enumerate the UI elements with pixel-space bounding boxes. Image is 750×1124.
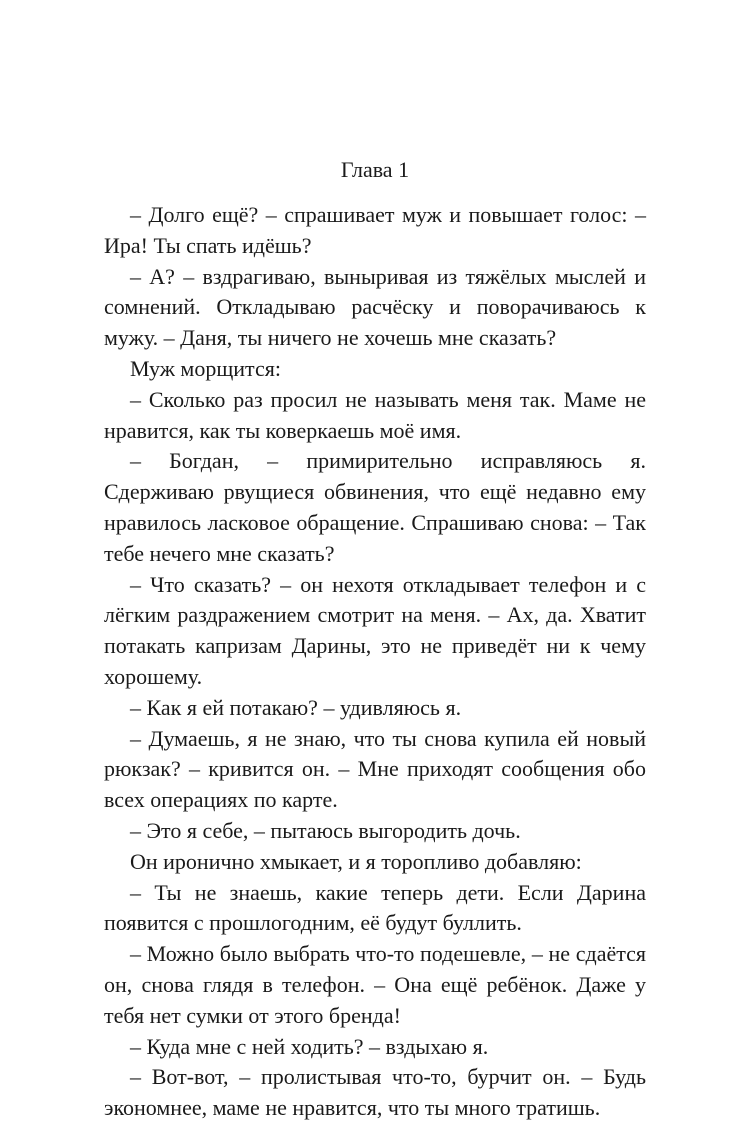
chapter-text	[104, 200, 646, 1124]
paragraph: – Как я ей потакаю? – удивляюсь я.	[130, 694, 462, 720]
paragraph: Он иронично хмыкает, и я торопливо добавляю:	[130, 848, 582, 874]
paragraph: – Думаешь, я не знаю, что ты снова купила ей новый рюкзак? – кривится он. – Мне приходят сообщения обо всех операциях по карте.	[104, 725, 646, 813]
paragraph: Муж морщится:	[130, 355, 281, 381]
paragraph: – Долго ещё? – спрашивает муж и повышает голос: – Ира! Ты спать идёшь?	[104, 202, 646, 258]
paragraph: – А? – вздрагиваю, выныривая из тяжёлых мыслей и сомнений. Откладываю расчёску и поворачиваюсь к мужу. – Даня, ты ничего не хочешь мне сказать?	[104, 263, 646, 351]
paragraph: – Куда мне с ней ходить? – вздыхаю я.	[130, 1033, 489, 1059]
paragraph: – Ты не знаешь, какие теперь дети. Если Дарина появится с прошлогодним, её будут буллить.	[104, 879, 646, 936]
chapter-title: Глава 1	[340, 157, 410, 182]
paragraph: – Сколько раз просил не называть меня так. Маме не нравится, как ты коверкаешь моё имя.	[104, 386, 646, 443]
paragraph: – Богдан, – примирительно исправляюсь я. Сдерживаю рвущиеся обвинения, что ещё недавно ему нравилось ласковое обращение. Спрашиваю снова: – Так тебе нечего мне сказать?	[104, 448, 646, 566]
paragraph: – Вот-вот, – пролистывая что-то, бурчит он. – Будь экономнее, маме не нравится, что ты много тратишь.	[104, 1064, 646, 1121]
paragraph: – Что сказать? – он нехотя откладывает телефон и с лёгким раздражением смотрит на меня. – Ах, да. Хватит потакать капризам Дарины, это не приведёт ни к чему хорошему.	[104, 571, 646, 689]
paragraph: – Это я себе, – пытаюсь выгородить дочь.	[130, 817, 521, 843]
paragraph: – Можно было выбрать что-то подешевле, – не сдаётся он, снова глядя в телефон. – Она ещё ребёнок. Даже у тебя нет сумки от этого бренда!	[104, 941, 646, 1028]
